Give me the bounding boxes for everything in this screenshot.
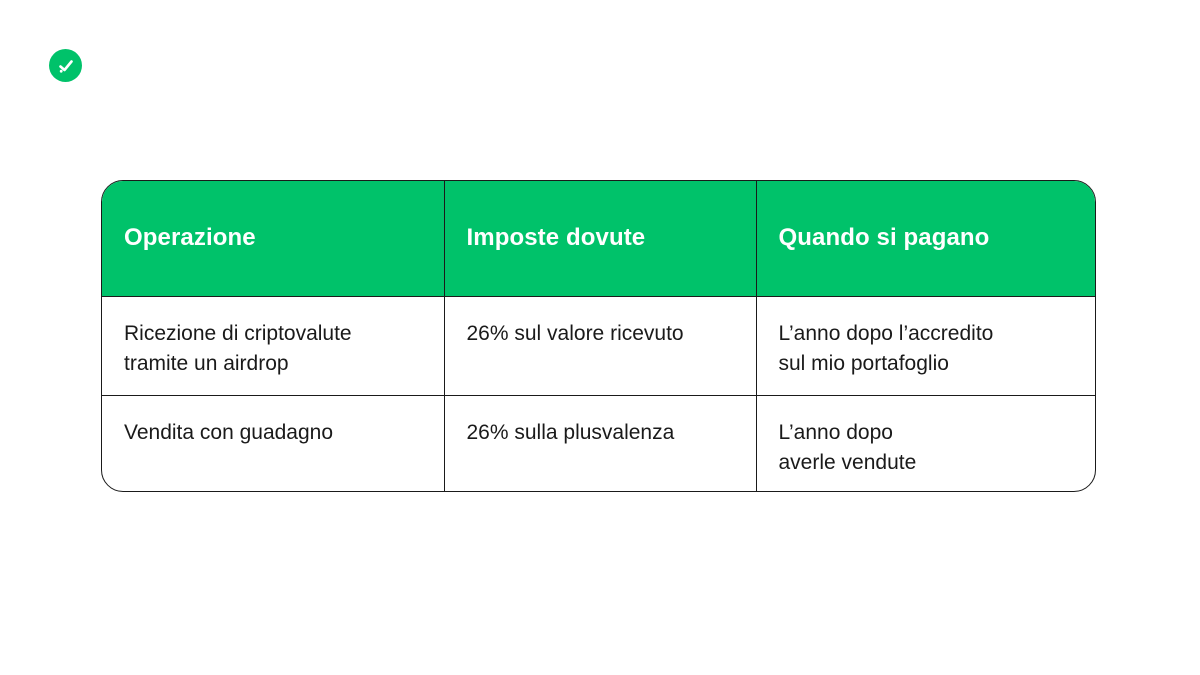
header-quando-si-pagano: Quando si pagano — [756, 181, 1095, 296]
cell-quando: L’anno dopo l’accredito sul mio portafoglio — [756, 296, 1095, 395]
cell-operazione: Ricezione di criptovalute tramite un airdrop — [102, 296, 444, 395]
cell-quando: L’anno dopo averle vendute — [778, 420, 917, 474]
table-row — [102, 296, 1095, 395]
header-operazione: Operazione — [102, 181, 444, 296]
brand-logo — [49, 49, 82, 82]
tax-table — [101, 180, 1096, 492]
header-imposte-dovute: Imposte dovute — [444, 181, 756, 296]
cell-imposte: 26% sulla plusvalenza — [444, 395, 756, 492]
table-row — [102, 395, 1095, 492]
cell-imposte: 26% sul valore ricevuto — [444, 296, 756, 395]
cell-operazione: Vendita con guadagno — [102, 395, 444, 492]
checkmark-icon — [57, 57, 75, 75]
table-header-row — [102, 181, 1095, 296]
